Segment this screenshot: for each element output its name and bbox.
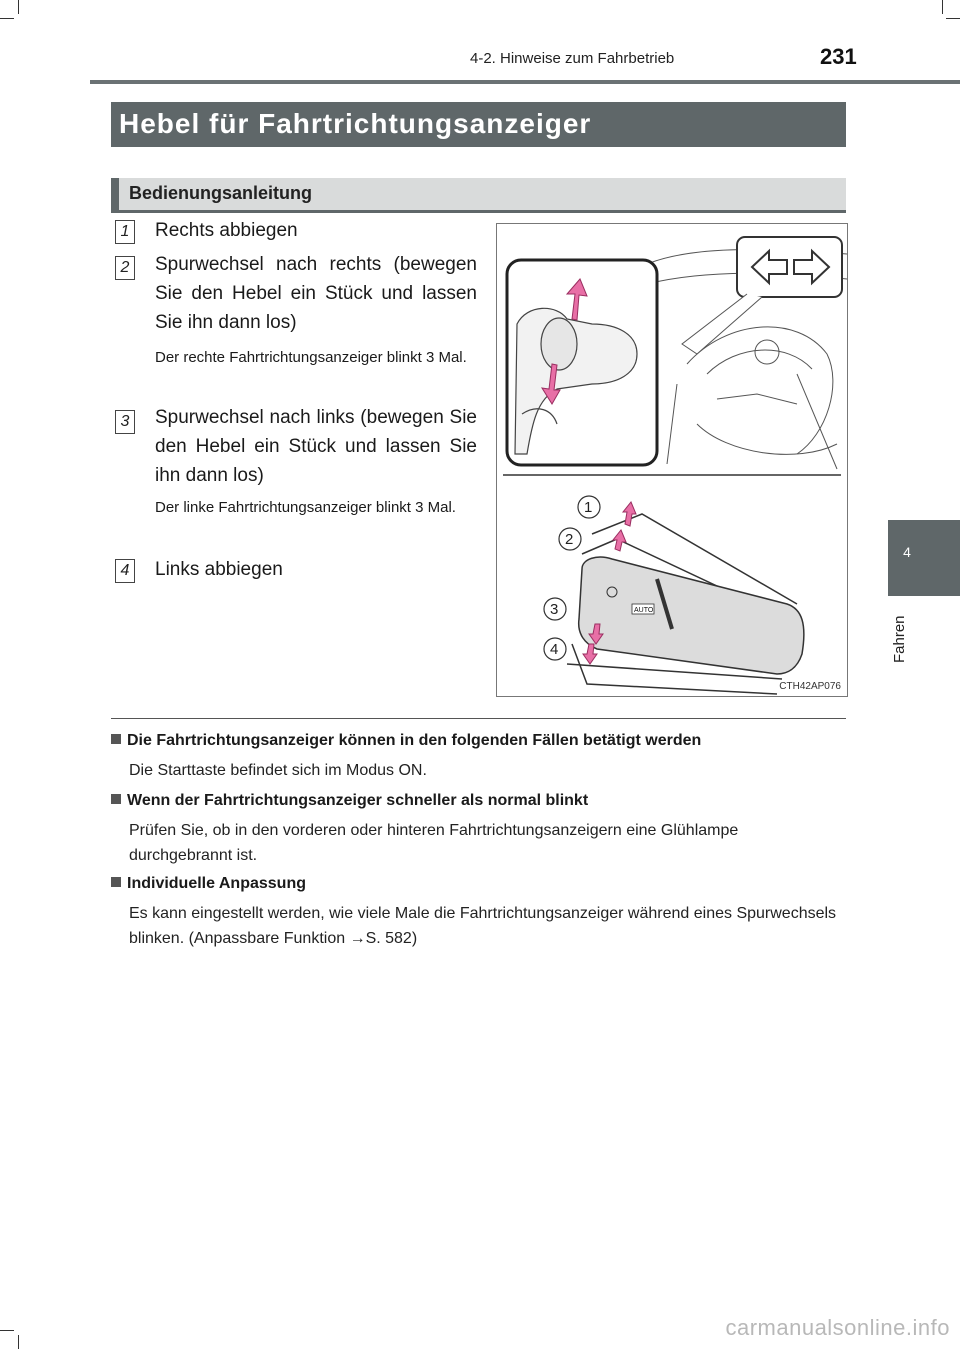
callout-2: 2 [565, 531, 574, 548]
crop-mark [18, 1335, 19, 1349]
note-heading-text: Die Fahrtrichtungsanzeiger können in den folgenden Fällen betätigt werden [127, 732, 702, 749]
note-heading-text: Wenn der Fahrtrichtungsanzeiger schneller als normal blinkt [127, 792, 589, 809]
item-note: Der linke Fahrtrichtungsanzeiger blinkt 3 Mal. [155, 499, 456, 516]
item-number: 1 [115, 220, 135, 244]
header-rule [90, 80, 960, 84]
note-heading [111, 875, 306, 893]
up-arrow-icon [613, 530, 626, 551]
title-bar [111, 102, 846, 147]
callout-3: 3 [550, 601, 559, 618]
up-arrow-icon [623, 502, 636, 526]
item-number: 3 [115, 410, 135, 434]
subtitle-bar [111, 178, 846, 213]
note-heading [111, 792, 588, 810]
section-header: 4-2. Hinweise zum Fahrbetrieb [470, 50, 675, 67]
item-number: 2 [115, 256, 135, 280]
chapter-label: Fahren [891, 615, 908, 663]
callout-4: 4 [550, 641, 559, 658]
item-text: Rechts abbiegen [155, 220, 298, 241]
lever-drawing [497, 224, 847, 696]
crop-mark [0, 18, 14, 19]
crop-mark [18, 0, 19, 14]
crop-mark [946, 18, 960, 19]
square-bullet-icon [111, 734, 121, 744]
square-bullet-icon [111, 794, 121, 804]
chapter-number: 4 [903, 544, 911, 560]
item-number: 4 [115, 559, 135, 583]
chapter-tab [888, 520, 960, 596]
note-body: Prüfen Sie, ob in den vorderen oder hinteren Fahrtrichtungsanzeigern eine Glühlampe durchgebrannt ist. [129, 822, 739, 864]
callout-1: 1 [584, 499, 593, 516]
item-text: Spurwechsel nach links (bewegen Sie den Hebel ein Stück und lassen Sie ihn dann los) [155, 407, 477, 486]
note-body: Die Starttaste befindet sich im Modus ON. [129, 762, 427, 779]
subtitle: Bedienungsanleitung [129, 183, 313, 203]
note-heading [111, 732, 701, 750]
auto-label: AUTO [634, 607, 654, 614]
page-title: Hebel für Fahrtrichtungsanzeiger [119, 108, 592, 139]
crop-mark [0, 1330, 14, 1331]
note-body: Es kann eingestellt werden, wie viele Male die Fahrtrichtungsanzeiger während eines Spurwechsels blinken. (Anpassbare Funktion →S. 582) [129, 905, 837, 947]
crop-mark [942, 0, 943, 14]
lever-illustration [496, 223, 848, 697]
note-heading-text: Individuelle Anpassung [127, 875, 306, 892]
item-text: Links abbiegen [155, 559, 283, 580]
item-text: Spurwechsel nach rechts (bewegen Sie den Hebel ein Stück und lassen Sie ihn dann los) [155, 254, 477, 333]
watermark: carmanualsonline.info [725, 1315, 950, 1340]
figure-code: CTH42AP076 [779, 681, 841, 692]
page-number: 231 [820, 44, 857, 69]
item-note: Der rechte Fahrtrichtungsanzeiger blinkt 3 Mal. [155, 349, 467, 366]
subtitle-accent [111, 178, 119, 213]
notes-divider [111, 718, 846, 719]
square-bullet-icon [111, 877, 121, 887]
